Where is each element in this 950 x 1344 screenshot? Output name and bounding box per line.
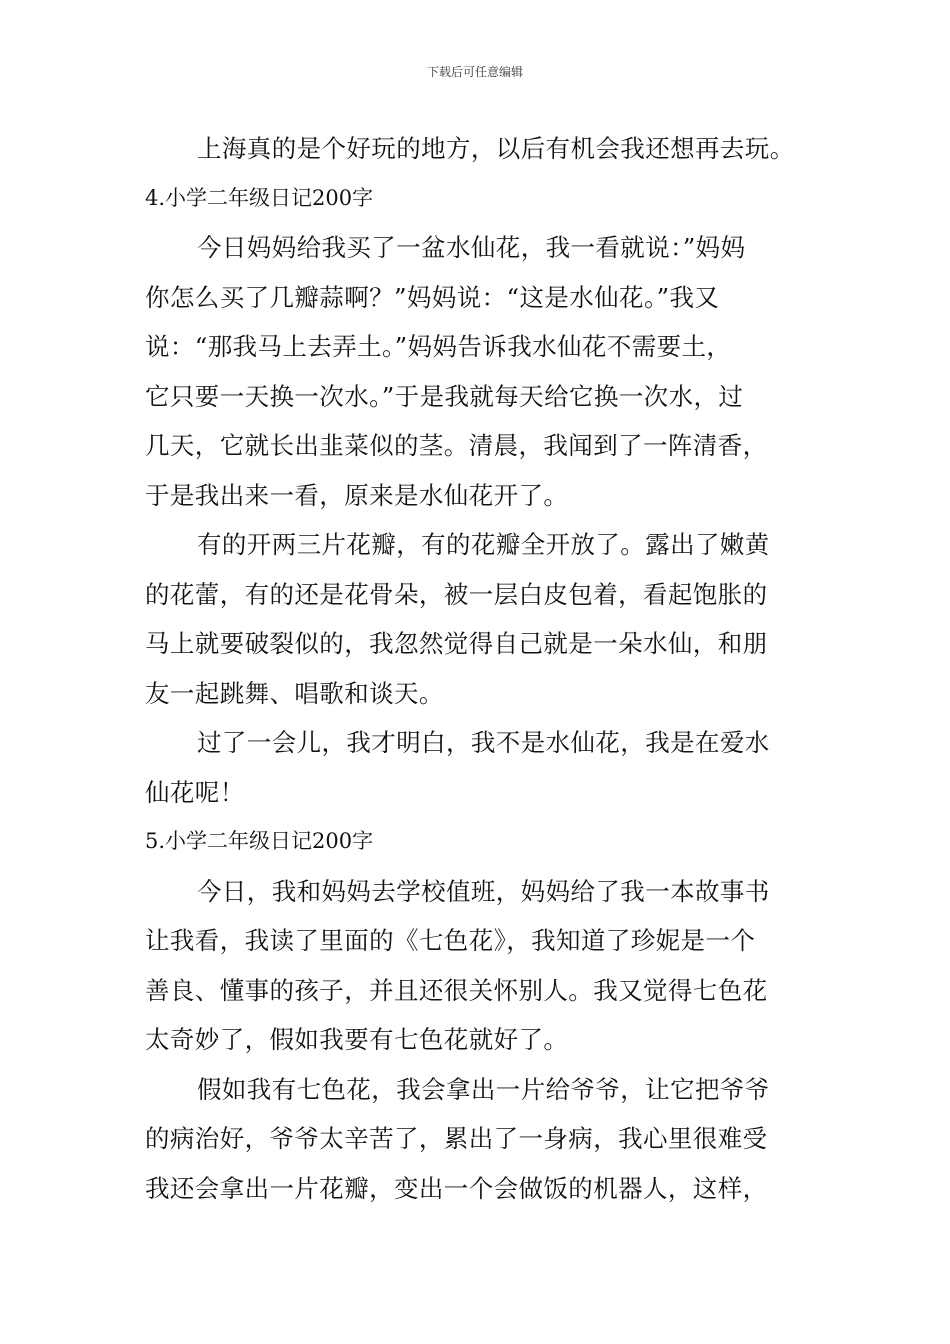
- text-line: 仙花呢！: [145, 777, 245, 807]
- text-line: 它只要一天换一次水。”于是我就每天给它换一次水，过: [145, 381, 744, 411]
- text-line: 的病治好，爷爷太辛苦了，累出了一身病，我心里很难受: [145, 1124, 768, 1153]
- text-line: 今日妈妈给我买了一盆水仙花，我一看就说：”妈妈: [197, 233, 746, 262]
- text-line: 善良、懂事的孩子，并且还很关怀别人。我又觉得七色花: [145, 975, 768, 1005]
- text-line: 于是我出来一看，原来是水仙花开了。: [145, 480, 569, 510]
- text-line: 有的开两三片花瓣，有的花瓣全开放了。露出了嫩黄: [197, 530, 770, 559]
- text-line: 让我看，我读了里面的《七色花》，我知道了珍妮是一个: [145, 926, 756, 955]
- text-line: 过了一会儿，我才明白，我不是水仙花，我是在爱水: [197, 728, 770, 757]
- text-line: 我还会拿出一片花瓣，变出一个会做饭的机器人，这样，: [145, 1173, 768, 1203]
- text-line: 太奇妙了，假如我要有七色花就好了。: [145, 1025, 569, 1054]
- text-line: 说：“那我马上去弄土。”妈妈告诉我水仙花不需要土，: [145, 332, 732, 361]
- text-line: 几天，它就长出韭菜似的茎。清晨，我闻到了一阵清香，: [145, 431, 768, 460]
- text-line: 假如我有七色花，我会拿出一片给爷爷，让它把爷爷: [197, 1074, 770, 1104]
- text-line: 你怎么买了几瓣蒜啊？”妈妈说：“这是水仙花。”我又: [145, 282, 720, 312]
- text-line: 马上就要破裂似的，我忽然觉得自己就是一朵水仙，和朋: [145, 629, 768, 658]
- document-body: [145, 124, 810, 1213]
- text-line: 友一起跳舞、唱歌和谈天。: [145, 678, 444, 708]
- section-heading: 4.小学二年级日记200字: [145, 185, 374, 210]
- text-line: 的花蕾，有的还是花骨朵，被一层白皮包着，看起饱胀的: [145, 579, 768, 609]
- section-heading: 5.小学二年级日记200字: [145, 829, 374, 853]
- text-line: 今日，我和妈妈去学校值班，妈妈给了我一本故事书: [197, 876, 770, 906]
- text-line: 上海真的是个好玩的地方，以后有机会我还想再去玩。: [197, 134, 795, 163]
- page-header: 下载后可任意编辑: [426, 65, 523, 79]
